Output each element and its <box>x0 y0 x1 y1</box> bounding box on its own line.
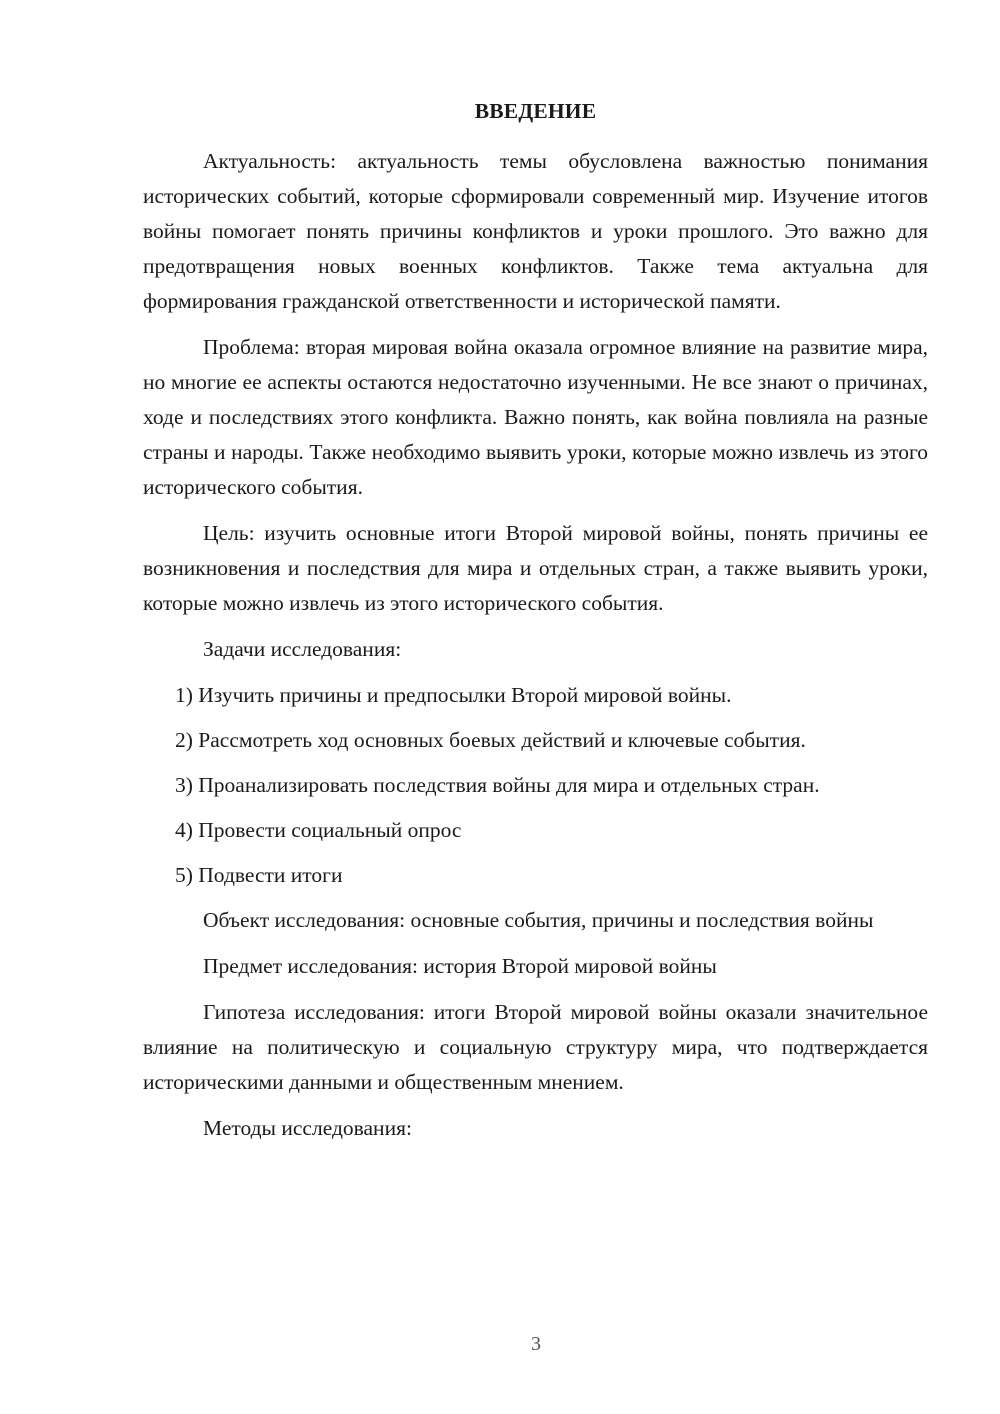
list-item: 2) Рассмотреть ход основных боевых действий и ключевые события. <box>175 728 806 752</box>
tasks-list <box>143 678 928 893</box>
list-item: 4) Провести социальный опрос <box>175 818 462 842</box>
paragraph-goal: Цель: изучить основные итоги Второй мировой войны, понять причины ее возникновения и последствия для мира и отдельных стран, а также выявить уроки, которые можно извлечь из этого исторического события. <box>143 521 928 615</box>
section-title: ВВЕДЕНИЕ <box>474 99 597 123</box>
paragraph-tasks-heading: Задачи исследования: <box>203 637 402 661</box>
paragraph-problem: Проблема: вторая мировая война оказала огромное влияние на развитие мира, но многие ее аспекты остаются недостаточно изученными. Не все знают о причинах, ходе и последствиях этого конфликта. Важно понять, как война повлияла на разные страны и народы. Также необходимо выявить уроки, которые можно извлечь из этого исторического события. <box>143 335 928 499</box>
list-item: 3) Проанализировать последствия войны для мира и отдельных стран. <box>175 773 820 797</box>
list-item: 5) Подвести итоги <box>175 863 343 887</box>
list-item: 1) Изучить причины и предпосылки Второй мировой войны. <box>175 683 732 707</box>
paragraph-methods: Методы исследования: <box>203 1116 412 1140</box>
paragraph-object: Объект исследования: основные события, причины и последствия войны <box>203 908 874 932</box>
paragraph-relevance: Актуальность: актуальность темы обусловлена важностью понимания исторических событий, которые сформировали современный мир. Изучение итогов войны помогает понять причины конфликтов и уроки прошлого. Это важно для предотвращения новых военных конфликтов. Также тема актуальна для формирования гражданской ответственности и исторической памяти. <box>143 149 928 313</box>
document-page <box>143 96 928 1157</box>
page-number: 3 <box>531 1333 541 1355</box>
paragraph-subject: Предмет исследования: история Второй мировой войны <box>203 954 717 978</box>
paragraph-hypothesis: Гипотеза исследования: итоги Второй мировой войны оказали значительное влияние на политическую и социальную структуру мира, что подтверждается историческими данными и общественным мнением. <box>143 1000 928 1094</box>
